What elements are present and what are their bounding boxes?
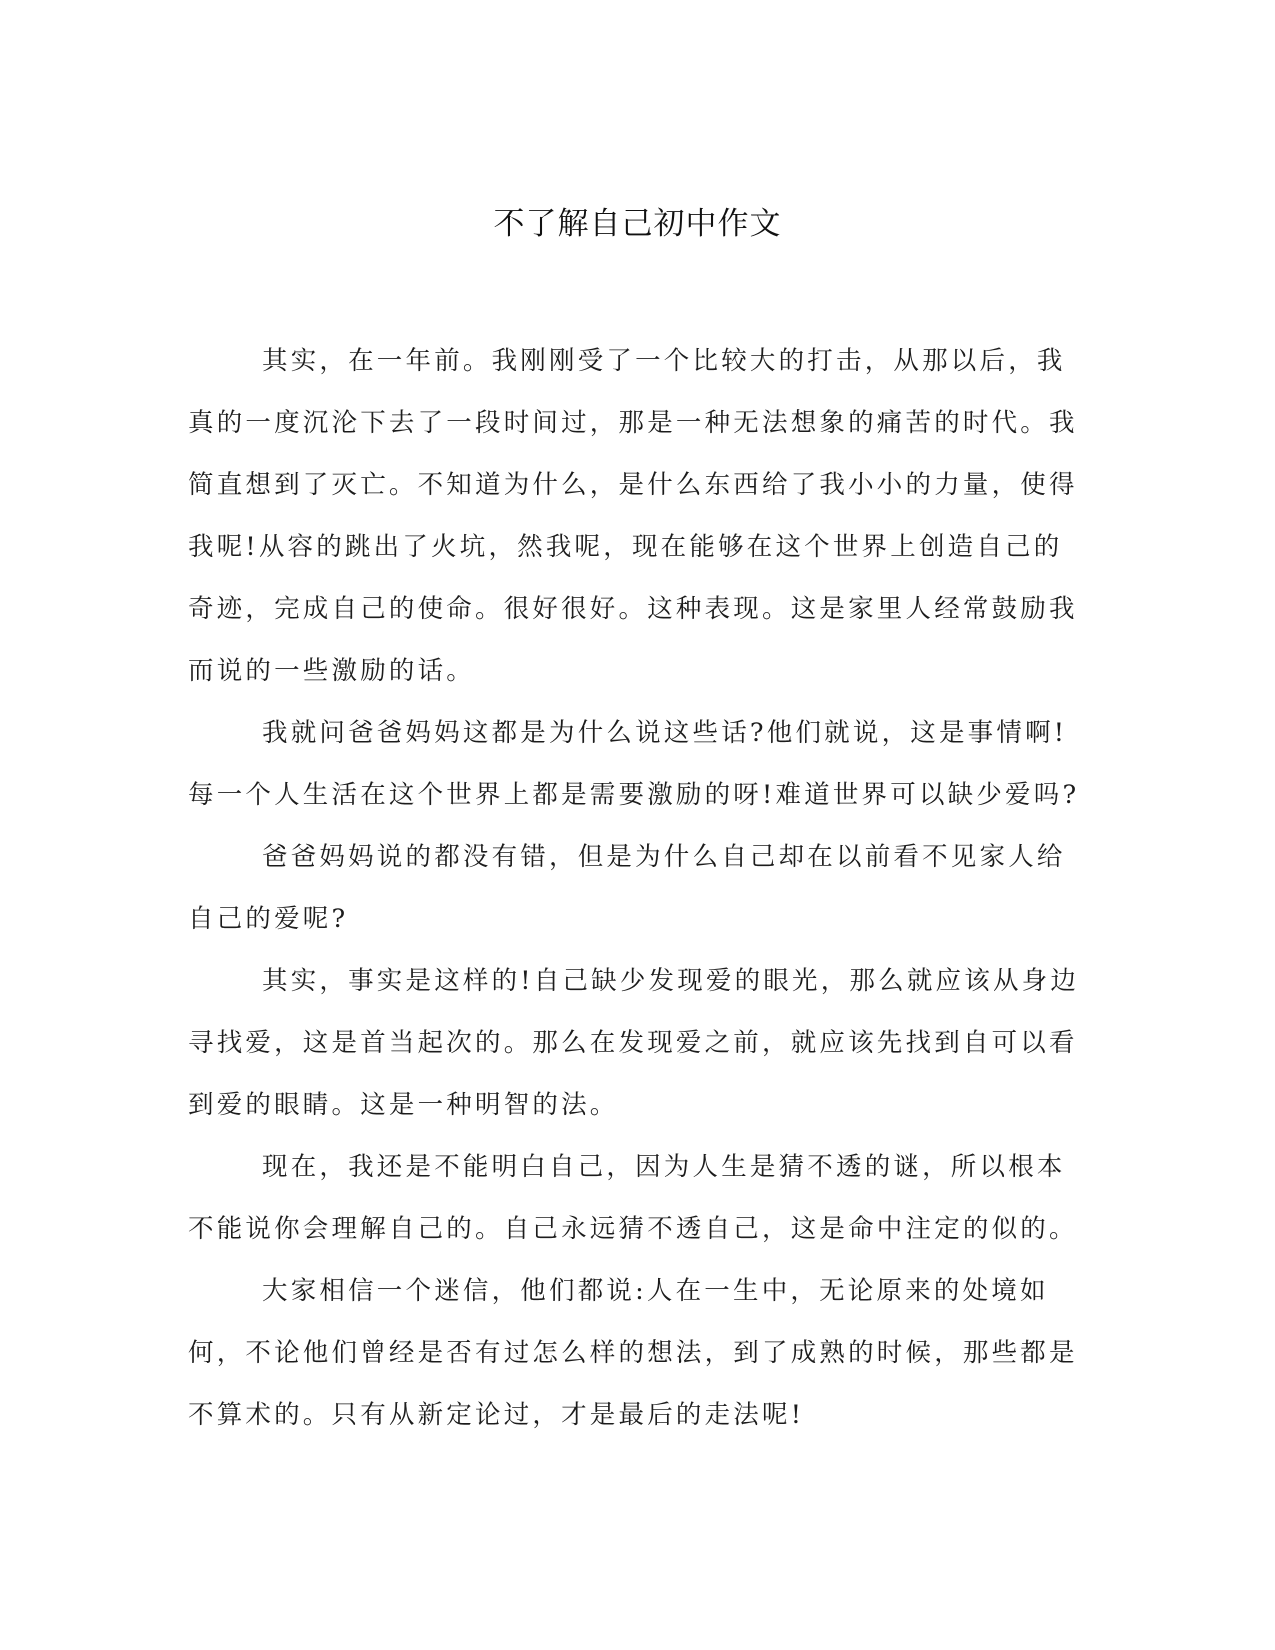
document-body: [188, 330, 1088, 1446]
paragraph: 现在，我还是不能明白自己，因为人生是猜不透的谜，所以根本不能说你会理解自己的。自己永远猜不透自己，这是命中注定的似的。: [188, 1152, 1078, 1244]
document-title: 不了解自己初中作文: [493, 206, 782, 242]
paragraph: 我就问爸爸妈妈这都是为什么说这些话?他们就说，这是事情啊!每一个人生活在这个世界上都是需要激励的呀!难道世界可以缺少爱吗?: [188, 718, 1080, 810]
paragraph: 大家相信一个迷信，他们都说:人在一生中，无论原来的处境如何，不论他们曾经是否有过怎么样的想法，到了成熟的时候，那些都是不算术的。只有从新定论过，才是最后的走法呢!: [188, 1276, 1078, 1430]
paragraph: 其实，在一年前。我刚刚受了一个比较大的打击，从那以后，我真的一度沉沦下去了一段时间过，那是一种无法想象的痛苦的时代。我简直想到了灭亡。不知道为什么，是什么东西给了我小小的力量，使得我呢!从容的跳出了火坑，然我呢，现在能够在这个世界上创造自己的奇迹，完成自己的使命。很好很好。这种表现。这是家里人经常鼓励我而说的一些激励的话。: [188, 346, 1078, 686]
paragraph: 爸爸妈妈说的都没有错，但是为什么自己却在以前看不见家人给自己的爱呢?: [188, 842, 1066, 934]
paragraph: 其实，事实是这样的!自己缺少发现爱的眼光，那么就应该从身边寻找爱，这是首当起次的。那么在发现爱之前，就应该先找到自可以看到爱的眼睛。这是一种明智的法。: [188, 966, 1080, 1120]
